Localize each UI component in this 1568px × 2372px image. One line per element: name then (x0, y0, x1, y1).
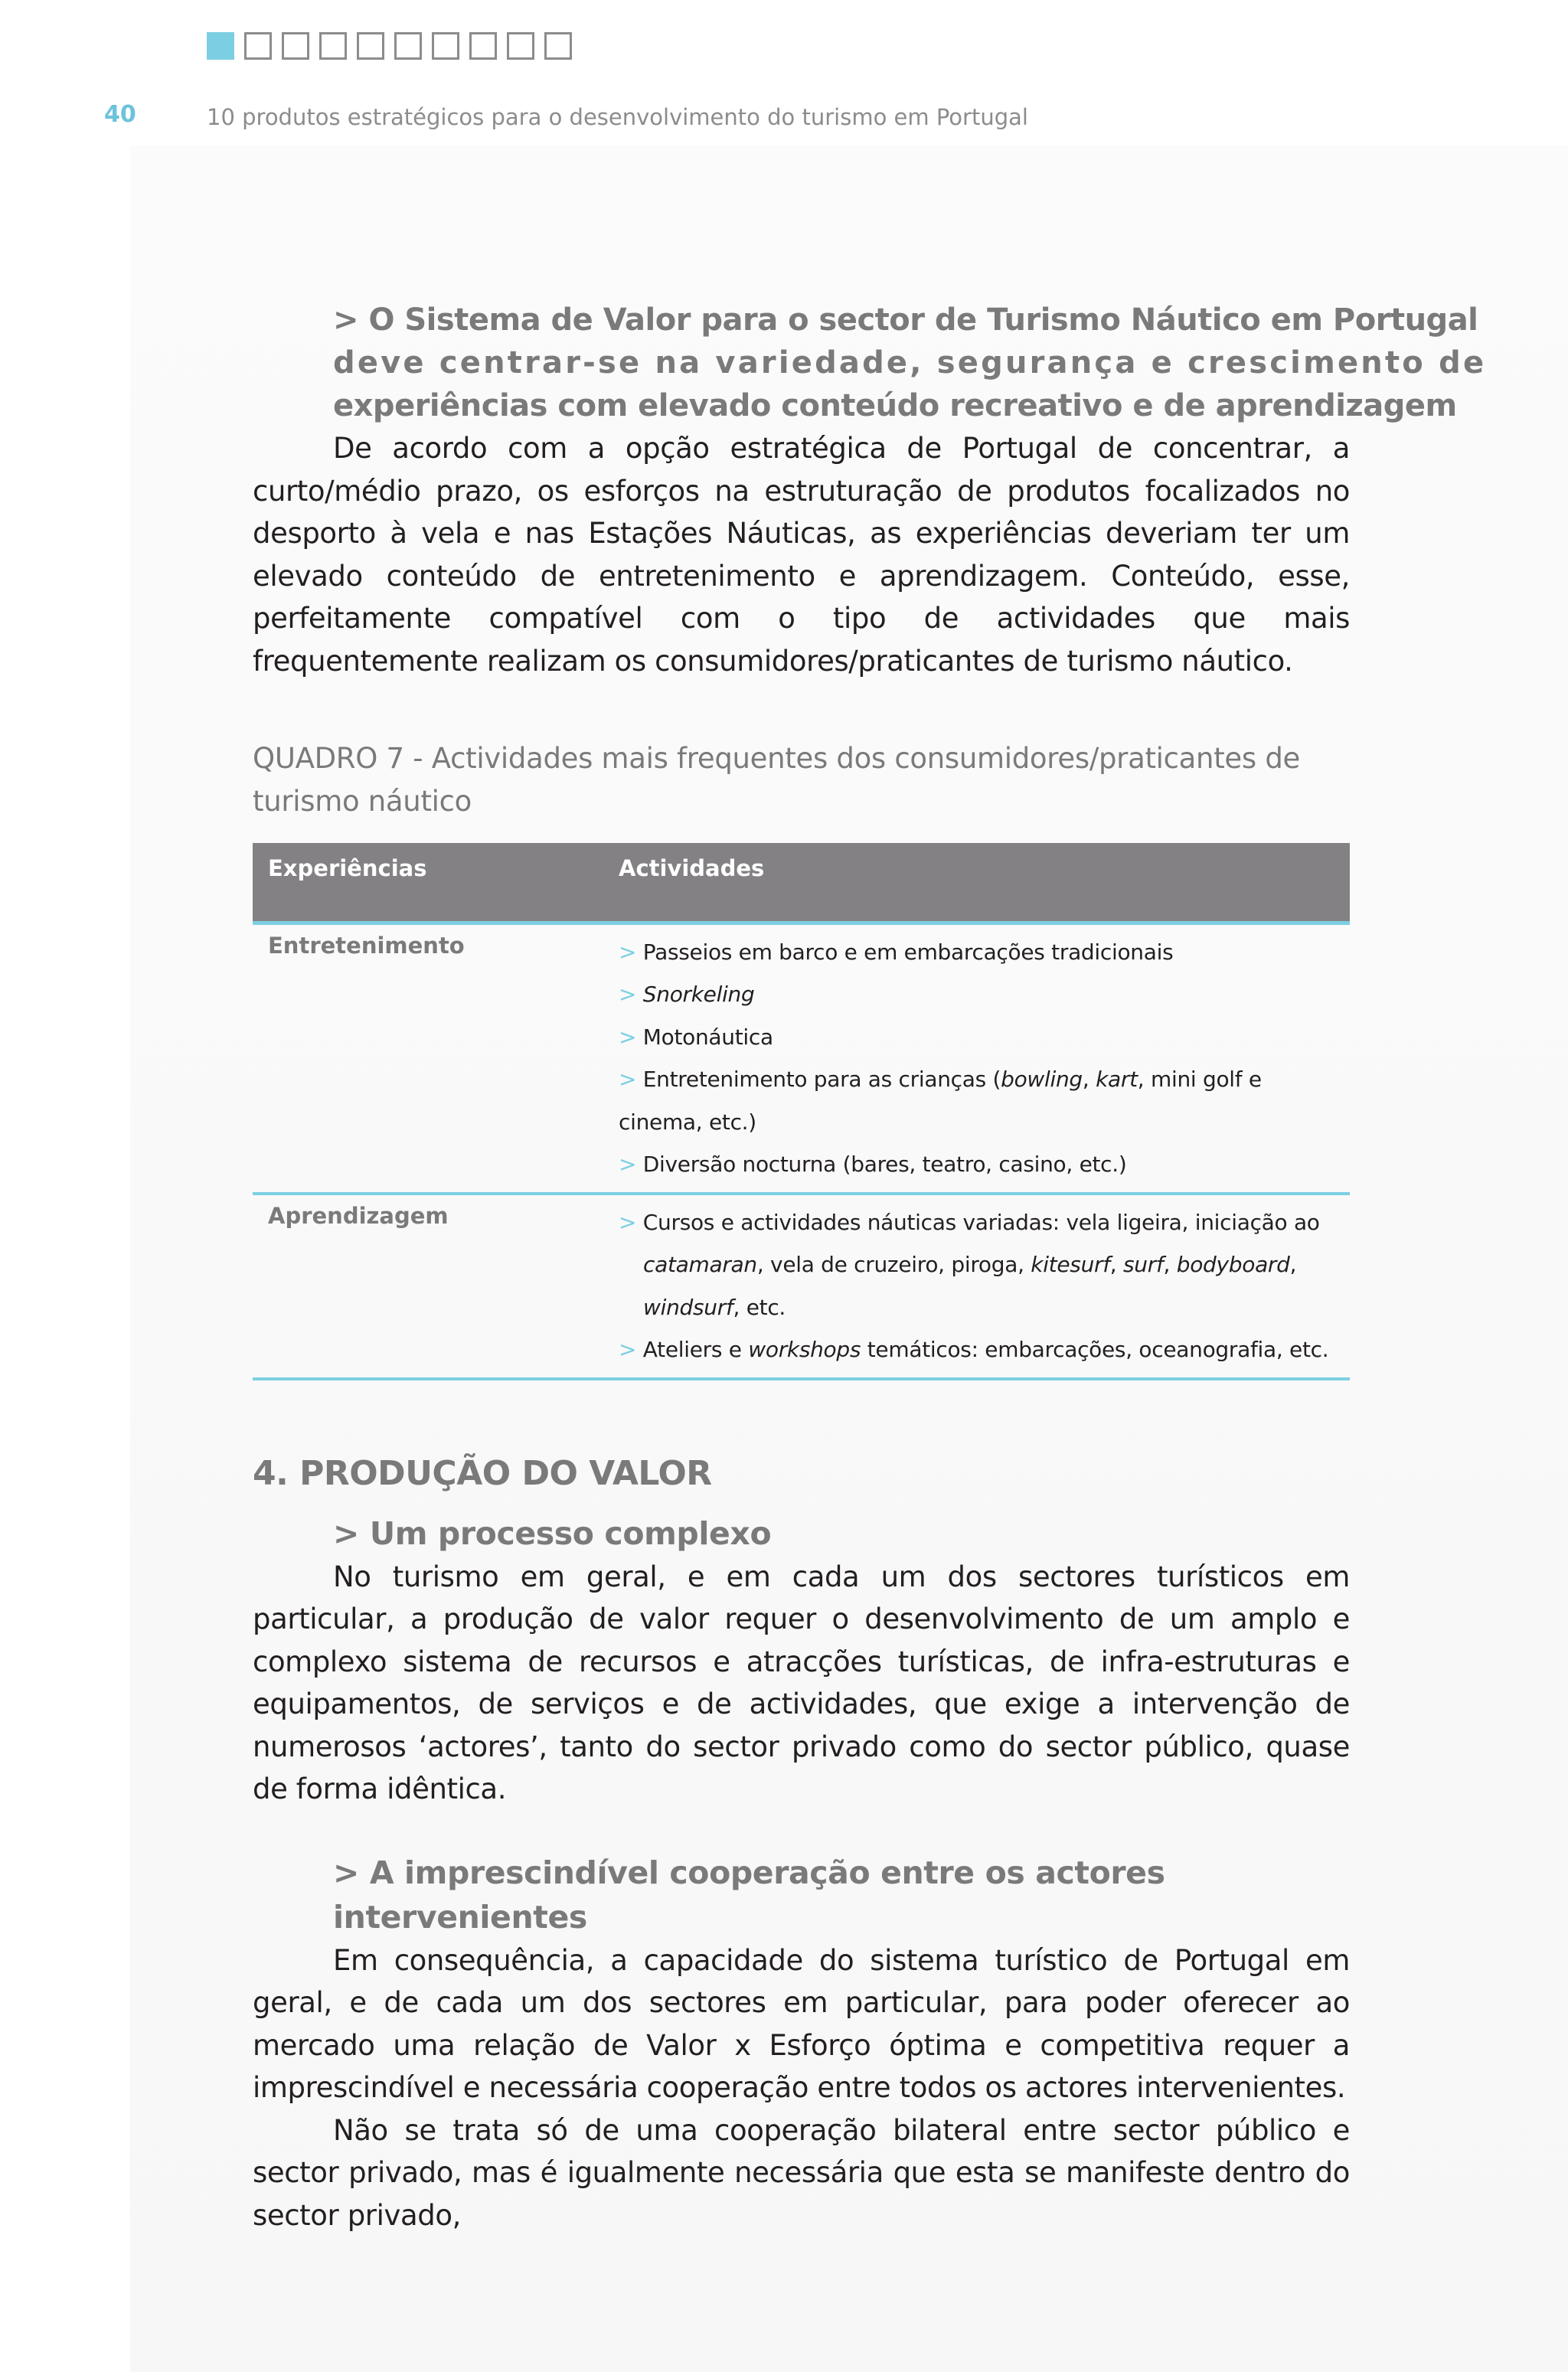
section-title: 4. PRODUÇÃO DO VALOR (253, 1453, 712, 1493)
progress-square (394, 32, 422, 60)
experience-label: Entretenimento (253, 923, 603, 1194)
activities-cell (603, 1194, 1350, 1379)
intro-heading-line: experiências com elevado conteúdo recreativo e de aprendizagem (333, 388, 1457, 423)
paragraph: No turismo em geral, e em cada um dos sectores turísticos em particular, a produção de valor requer o desenvolvimento de um amplo e complexo sistema de recursos e atracções turísticas, de infra-estruturas e equipamentos, de serviços e de actividades, que exige a intervenção de numerosos ‘actores’, tanto do sector privado como do sector público, quase de forma idêntica. (253, 1560, 1350, 1805)
intro-heading (253, 299, 1487, 427)
activity-item: > Passeios em barco e em embarcações tradicionais (619, 939, 1174, 965)
activity-item: > Entretenimento para as crianças (bowling, kart, mini golf e cinema, etc.) (619, 1067, 1262, 1135)
table-row (253, 923, 1350, 1194)
progress-square (282, 32, 309, 60)
activities-table (253, 843, 1350, 1380)
progress-square (507, 32, 534, 60)
progress-square (319, 32, 347, 60)
page-number: 40 (104, 101, 136, 128)
intro-heading-line: > O Sistema de Valor para o sector de Turismo Náutico em Portugal (333, 302, 1478, 338)
column-header-actividades: Actividades (603, 843, 1350, 923)
progress-square (244, 32, 272, 60)
activity-item: > Cursos e actividades náuticas variadas: vela ligeira, iniciação ao catamaran, vela de cruzeiro, piroga, kitesurf, surf, bodyboard, windsurf, etc. (619, 1209, 1320, 1320)
table-row (253, 1194, 1350, 1379)
intro-paragraph (253, 427, 1350, 682)
page-content (253, 299, 1487, 2236)
experience-label: Aprendizagem (253, 1194, 603, 1379)
activity-item: > Diversão nocturna (bares, teatro, casino, etc.) (619, 1152, 1127, 1177)
activity-item: > Ateliers e workshops temáticos: embarcações, oceanografia, etc. (619, 1337, 1329, 1362)
intro-heading-line: deve centrar-se na variedade, segurança e crescimento de (333, 345, 1487, 381)
running-header: 10 produtos estratégicos para o desenvolvimento do turismo em Portugal (207, 104, 1028, 130)
progress-square-filled (207, 32, 234, 60)
activity-item: > Snorkeling (619, 982, 755, 1007)
progress-square (432, 32, 459, 60)
table-caption: QUADRO 7 - Actividades mais frequentes dos consumidores/praticantes de turismo náutico (253, 742, 1300, 818)
paragraph: Em consequência, a capacidade do sistema turístico de Portugal em geral, e de cada um dos sectores em particular, para poder oferecer ao mercado uma relação de Valor x Esforço óptima e competitiva requer a imprescindível e necessária cooperação entre todos os actores intervenientes. (253, 1943, 1350, 2104)
activity-item: > Motonáutica (619, 1024, 773, 1050)
intro-paragraph-text: De acordo com a opção estratégica de Portugal de concentrar, a curto/médio prazo, os esforços na estruturação de produtos focalizados no desporto à vela e nas Estações Náuticas, as experiências deveriam ter um elevado conteúdo de entretenimento e aprendizagem. Conteúdo, esse, perfeitamente compatível com o tipo de actividades que mais frequentemente realizam os consumidores/praticantes de turismo náutico. (253, 432, 1350, 678)
subheading: > A imprescindível cooperação entre os actores intervenientes (333, 1854, 1165, 1936)
chapter-progress-indicator (207, 32, 572, 60)
column-header-experiencias: Experiências (253, 843, 603, 923)
paragraph: Não se trata só de uma cooperação bilateral entre sector público e sector privado, mas é igualmente necessária que esta se manifeste dentro do sector privado, (253, 2113, 1350, 2232)
progress-square (544, 32, 572, 60)
subheading: > Um processo complexo (333, 1514, 772, 1552)
progress-square (469, 32, 497, 60)
progress-square (357, 32, 384, 60)
activities-cell (603, 923, 1350, 1194)
